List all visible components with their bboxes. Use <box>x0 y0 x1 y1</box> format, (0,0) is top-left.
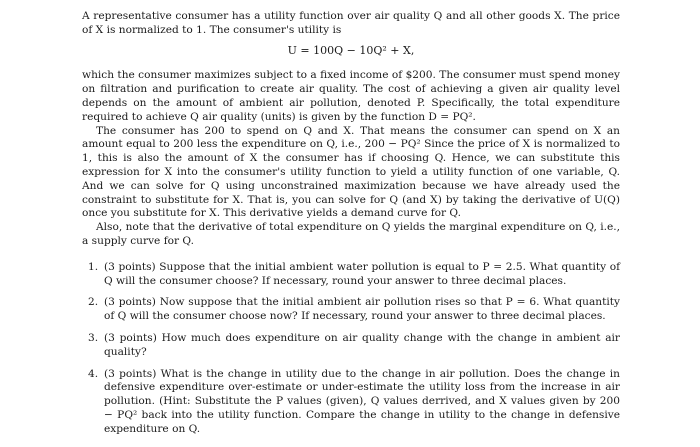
question-number: 3. <box>88 331 99 344</box>
question-item <box>82 368 620 437</box>
utility-equation: U = 100Q − 10Q² + X, <box>287 43 415 57</box>
question-text: (3 points) How much does expenditure on air quality change with the change in ambient air quality? <box>104 331 620 358</box>
question-text: (3 points) What is the change in utility due to the change in air pollution. Does the change in defensive expenditure over-estimate or under-estimate the utility loss from the increase in air pollution. (Hint: Substitute the P values (given), Q values derrived, and X values given by 200 − PQ² back into the utility function. Compare the change in utility to the change in defensive expenditure on Q. <box>104 367 620 435</box>
question-text: (3 points) Now suppose that the initial ambient air pollution rises so that P = 6. What quantity of Q will the consumer choose now? If necessary, round your answer to three decimal places. <box>104 296 620 323</box>
question-number: 1. <box>88 260 99 273</box>
question-item <box>82 296 620 324</box>
question-item <box>82 332 620 360</box>
paragraph-supply: Also, note that the derivative of total expenditure on Q yields the marginal expenditure on Q, i.e., a supply curve for Q. <box>82 221 620 247</box>
question-number: 2. <box>88 296 99 309</box>
question-text: (3 points) Suppose that the initial ambient water pollution is equal to P = 2.5. What quantity of Q will the consumer choose? If necessary, round your answer to three decimal places. <box>104 260 620 287</box>
paragraph-budget: which the consumer maximizes subject to a fixed income of $200. The consumer must spend money on filtration and purification to create air quality. The cost of achieving a given air quality level depends on the amount of ambient air pollution, denoted P. Specifically, the total expenditure required to achieve Q air quality (units) is given by the function D = PQ². <box>82 69 620 123</box>
question-list <box>82 261 620 437</box>
paragraph-substitution: The consumer has 200 to spend on Q and X. That means the consumer can spend on X an amount equal to 200 less the expenditure on Q, i.e., 200 − PQ² Since the price of X is normalized to 1, this is also the amount of X the consumer has if choosing Q. Hence, we can substitute this expression for X into the consumer's utility function to yield a utility function of one variable, Q. And we can solve for Q using unconstrained maximization because we have already used the constraint to substitute for X. That is, you can solve for Q (and X) by taking the derivative of U(Q) once you substitute for X. This derivative yields a demand curve for Q. <box>82 124 620 220</box>
question-item <box>82 261 620 289</box>
problem-document <box>82 10 620 445</box>
question-number: 4. <box>88 367 99 380</box>
intro-paragraph: A representative consumer has a utility function over air quality Q and all other goods X. The price of X is normalized to 1. The consumer's utility is <box>82 10 620 36</box>
